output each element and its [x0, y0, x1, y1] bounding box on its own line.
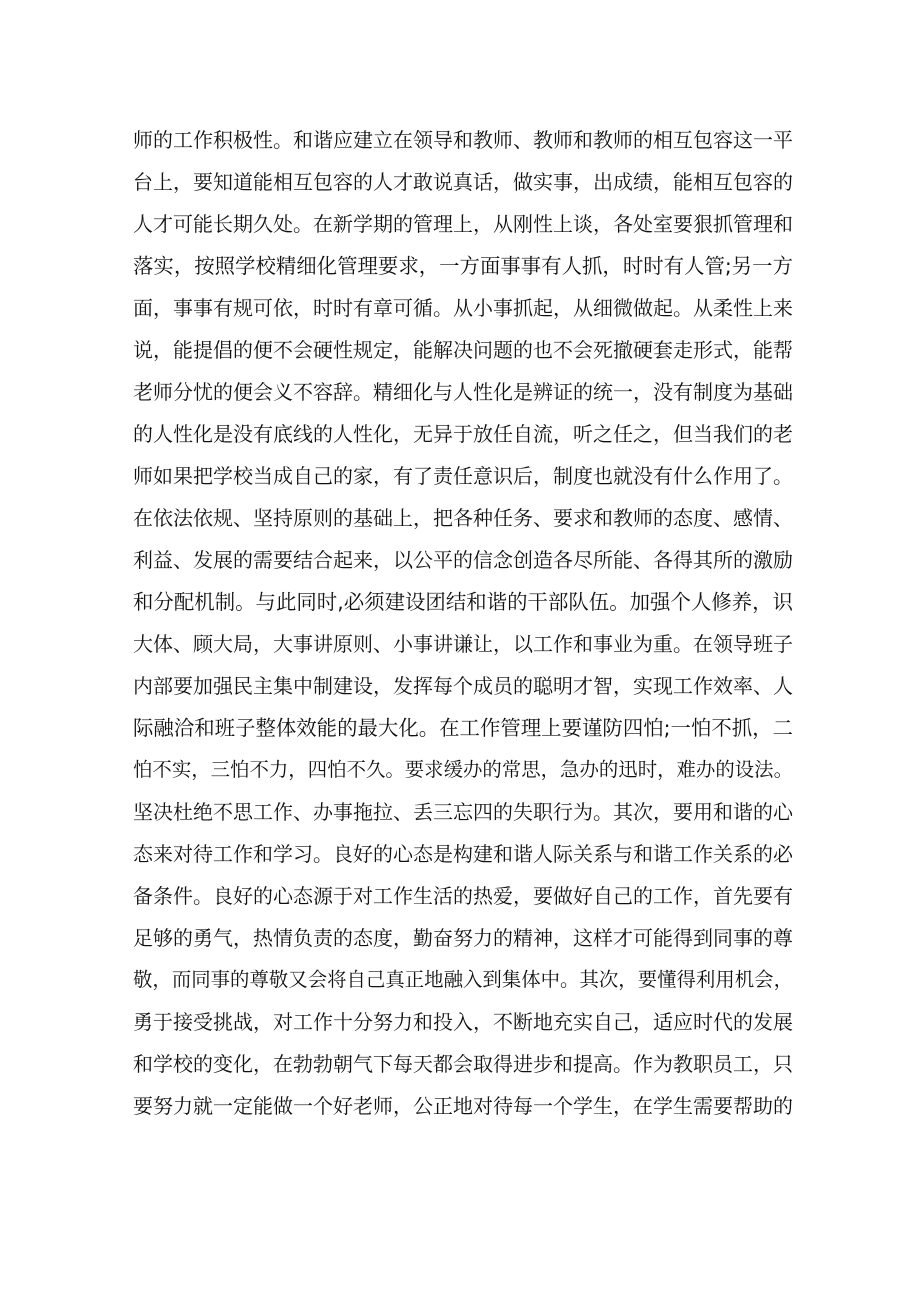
text-line-12: 和分配机制。与此同时,必须建设团结和谐的干部队伍。加强个人修养，识: [133, 590, 793, 614]
text-line-17: 坚决杜绝不思工作、办事拖拉、丢三忘四的失职行为。其次，要用和谐的心: [133, 800, 793, 824]
text-line-13: 大体、顾大局，大事讲原则、小事讲谦让，以工作和事业为重。在领导班子: [133, 632, 793, 656]
text-line-19: 备条件。良好的心态源于对工作生活的热爱，要做好自己的工作，首先要有: [133, 884, 793, 908]
text-line-7: 老师分忧的便会义不容辞。精细化与人性化是辨证的统一，没有制度为基础: [133, 380, 793, 404]
text-line-21: 敬，而同事的尊敬又会将自己真正地融入到集体中。其次，要懂得利用机会，: [133, 968, 793, 991]
text-line-8: 的人性化是没有底线的人性化，无异于放任自流，听之任之，但当我们的老: [133, 422, 793, 446]
text-line-24: 要努力就一定能做一个好老师，公正地对待每一个学生，在学生需要帮助的: [133, 1094, 793, 1118]
text-line-5: 面，事事有规可依，时时有章可循。从小事抓起，从细微做起。从柔性上来: [133, 296, 793, 320]
text-line-2: 台上，要知道能相互包容的人才敢说真话，做实事，出成绩，能相互包容的: [133, 170, 793, 194]
text-line-10: 在依法依规、坚持原则的基础上，把各种任务、要求和教师的态度、感情、: [133, 506, 793, 530]
text-line-16: 怕不实，三怕不力，四怕不久。要求缓办的常思，急办的迅时，难办的设法。: [133, 758, 793, 781]
text-line-3: 人才可能长期久处。在新学期的管理上，从刚性上谈，各处室要狠抓管理和: [133, 212, 793, 236]
text-line-9: 师如果把学校当成自己的家，有了责任意识后，制度也就没有什么作用了。: [133, 464, 793, 488]
text-line-1: 师的工作积极性。和谐应建立在领导和教师、教师和教师的相互包容这一平: [133, 128, 793, 152]
text-line-22: 勇于接受挑战，对工作十分努力和投入，不断地充实自己，适应时代的发展: [133, 1010, 793, 1034]
text-line-4: 落实，按照学校精细化管理要求，一方面事事有人抓，时时有人管;另一方: [133, 254, 793, 278]
body-paragraph: [133, 119, 793, 1127]
text-line-20: 足够的勇气，热情负责的态度，勤奋努力的精神，这样才可能得到同事的尊: [133, 926, 793, 950]
text-line-11: 利益、发展的需要结合起来，以公平的信念创造各尽所能、各得其所的激励: [133, 548, 793, 572]
text-line-14: 内部要加强民主集中制建设，发挥每个成员的聪明才智，实现工作效率、人: [133, 674, 793, 698]
text-line-18: 态来对待工作和学习。良好的心态是构建和谐人际关系与和谐工作关系的必: [133, 842, 793, 866]
text-line-6: 说，能提倡的便不会硬性规定，能解决问题的也不会死撤硬套走形式，能帮: [133, 338, 793, 362]
text-line-23: 和学校的变化，在勃勃朝气下每天都会取得进步和提高。作为教职员工，只: [133, 1052, 793, 1076]
text-line-15: 际融洽和班子整体效能的最大化。在工作管理上要谨防四怕;一怕不抓，二: [133, 716, 793, 740]
